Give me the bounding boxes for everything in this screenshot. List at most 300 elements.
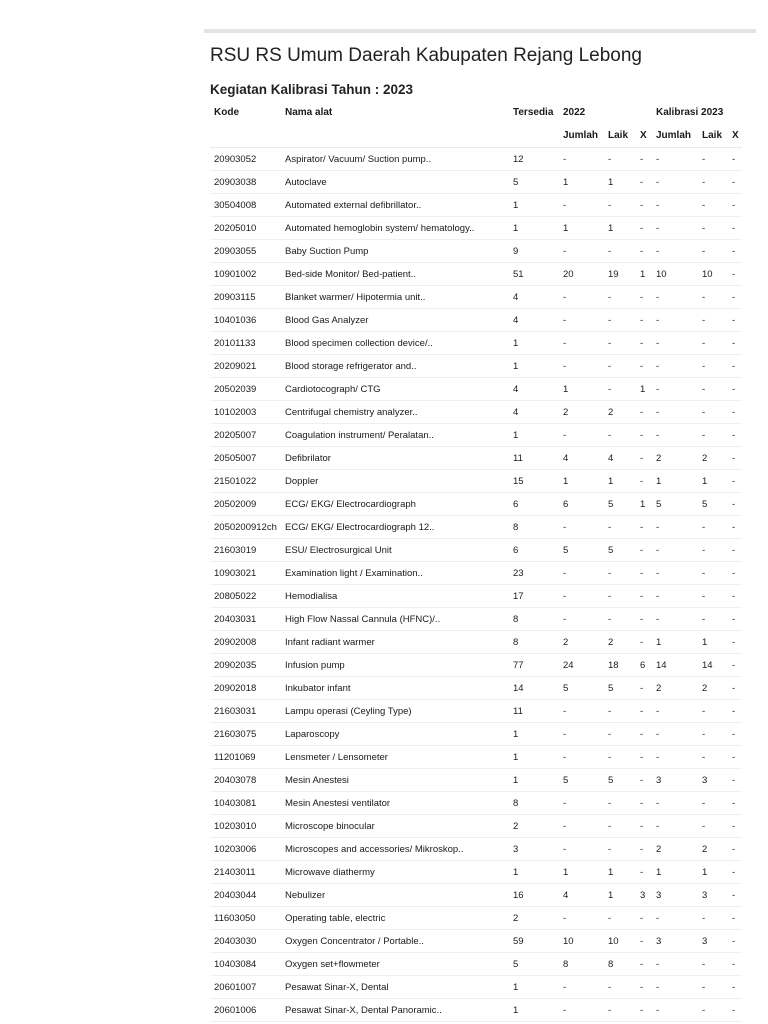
cell-nama-alat: ECG/ EKG/ Electrocardiograph 12.. — [281, 516, 509, 539]
cell-jumlah-2023: 3 — [652, 930, 698, 953]
cell-jumlah-2023: - — [652, 332, 698, 355]
cell-x-2022: - — [636, 861, 652, 884]
cell-jumlah-2023: 2 — [652, 447, 698, 470]
table-row[interactable] — [210, 263, 742, 286]
cell-laik-2022: 10 — [604, 930, 636, 953]
page-subtitle: Kegiatan Kalibrasi Tahun : 2023 — [210, 82, 414, 97]
cell-jumlah-2023: - — [652, 907, 698, 930]
cell-kode: 20205010 — [210, 217, 281, 240]
cell-kode: 21603019 — [210, 539, 281, 562]
cell-jumlah-2023: 14 — [652, 654, 698, 677]
cell-tersedia: 1 — [509, 999, 559, 1022]
cell-jumlah-2022: 5 — [559, 677, 604, 700]
cell-jumlah-2023: 5 — [652, 493, 698, 516]
table-row[interactable] — [210, 976, 742, 999]
cell-laik-2022: - — [604, 240, 636, 263]
table-row[interactable] — [210, 861, 742, 884]
cell-tersedia: 1 — [509, 746, 559, 769]
cell-jumlah-2022: - — [559, 309, 604, 332]
cell-tersedia: 8 — [509, 516, 559, 539]
cell-tersedia: 16 — [509, 884, 559, 907]
table-row[interactable] — [210, 723, 742, 746]
cell-jumlah-2023: - — [652, 194, 698, 217]
cell-x-2022: - — [636, 148, 652, 171]
cell-kode: 20403078 — [210, 769, 281, 792]
cell-x-2023: - — [728, 194, 742, 217]
cell-x-2022: 1 — [636, 378, 652, 401]
cell-laik-2022: - — [604, 838, 636, 861]
cell-jumlah-2022: - — [559, 585, 604, 608]
table-row[interactable] — [210, 355, 742, 378]
cell-tersedia: 4 — [509, 309, 559, 332]
cell-x-2022: - — [636, 953, 652, 976]
cell-kode: 21603031 — [210, 700, 281, 723]
cell-kode: 20505007 — [210, 447, 281, 470]
cell-laik-2023: - — [698, 378, 728, 401]
cell-tersedia: 3 — [509, 838, 559, 861]
cell-kode: 20502009 — [210, 493, 281, 516]
cell-x-2022: - — [636, 286, 652, 309]
cell-nama-alat: Defibrilator — [281, 447, 509, 470]
cell-kode: 10901002 — [210, 263, 281, 286]
cell-tersedia: 8 — [509, 792, 559, 815]
table-row[interactable] — [210, 769, 742, 792]
cell-tersedia: 15 — [509, 470, 559, 493]
cell-tersedia: 1 — [509, 217, 559, 240]
table-row[interactable] — [210, 608, 742, 631]
cell-jumlah-2023: - — [652, 608, 698, 631]
cell-laik-2022: - — [604, 148, 636, 171]
cell-kode: 20903055 — [210, 240, 281, 263]
cell-kode: 20902035 — [210, 654, 281, 677]
cell-x-2023: - — [728, 585, 742, 608]
cell-nama-alat: Aspirator/ Vacuum/ Suction pump.. — [281, 148, 509, 171]
cell-kode: 11201069 — [210, 746, 281, 769]
cell-tersedia: 11 — [509, 447, 559, 470]
cell-x-2023: - — [728, 539, 742, 562]
cell-jumlah-2023: - — [652, 171, 698, 194]
subheader-row — [210, 124, 742, 148]
cell-x-2022: 3 — [636, 884, 652, 907]
cell-nama-alat: Oxygen set+flowmeter — [281, 953, 509, 976]
table-row[interactable] — [210, 378, 742, 401]
table-row[interactable] — [210, 792, 742, 815]
cell-nama-alat: Hemodialisa — [281, 585, 509, 608]
cell-jumlah-2022: - — [559, 792, 604, 815]
table-row[interactable] — [210, 631, 742, 654]
cell-x-2023: - — [728, 355, 742, 378]
cell-jumlah-2022: 24 — [559, 654, 604, 677]
cell-x-2023: - — [728, 631, 742, 654]
cell-laik-2022: - — [604, 424, 636, 447]
cell-jumlah-2022: - — [559, 907, 604, 930]
cell-x-2022: - — [636, 539, 652, 562]
cell-kode: 20209021 — [210, 355, 281, 378]
cell-x-2023: - — [728, 493, 742, 516]
cell-laik-2022: - — [604, 976, 636, 999]
cell-jumlah-2023: - — [652, 562, 698, 585]
cell-jumlah-2022: 6 — [559, 493, 604, 516]
cell-kode: 20903038 — [210, 171, 281, 194]
cell-jumlah-2023: 1 — [652, 631, 698, 654]
cell-nama-alat: Mesin Anestesi — [281, 769, 509, 792]
cell-jumlah-2023: - — [652, 378, 698, 401]
col-kode[interactable]: Kode — [214, 107, 239, 118]
cell-jumlah-2022: 8 — [559, 953, 604, 976]
table-row[interactable] — [210, 654, 742, 677]
cell-kode: 10203006 — [210, 838, 281, 861]
cell-nama-alat: Lensmeter / Lensometer — [281, 746, 509, 769]
table-row[interactable] — [210, 516, 742, 539]
table-row[interactable] — [210, 470, 742, 493]
cell-x-2022: - — [636, 907, 652, 930]
cell-x-2022: - — [636, 769, 652, 792]
cell-tersedia: 6 — [509, 493, 559, 516]
cell-jumlah-2022: - — [559, 355, 604, 378]
cell-x-2023: - — [728, 907, 742, 930]
cell-jumlah-2022: 1 — [559, 217, 604, 240]
cell-x-2022: - — [636, 677, 652, 700]
cell-laik-2022: - — [604, 286, 636, 309]
col-nama-alat[interactable]: Nama alat — [285, 107, 333, 118]
cell-nama-alat: Microscope binocular — [281, 815, 509, 838]
cell-nama-alat: ESU/ Electrosurgical Unit — [281, 539, 509, 562]
cell-jumlah-2023: 1 — [652, 861, 698, 884]
cell-laik-2023: - — [698, 424, 728, 447]
cell-nama-alat: Blood specimen collection device/.. — [281, 332, 509, 355]
cell-x-2022: - — [636, 976, 652, 999]
table-row[interactable] — [210, 401, 742, 424]
cell-jumlah-2023: - — [652, 217, 698, 240]
cell-nama-alat: Infant radiant warmer — [281, 631, 509, 654]
cell-nama-alat: Mesin Anestesi ventilator — [281, 792, 509, 815]
cell-jumlah-2022: - — [559, 976, 604, 999]
cell-kode: 10102003 — [210, 401, 281, 424]
table-row[interactable] — [210, 746, 742, 769]
col-laik-2022[interactable]: Laik — [604, 124, 636, 148]
cell-jumlah-2022: - — [559, 240, 604, 263]
cell-laik-2022: 4 — [604, 447, 636, 470]
cell-tersedia: 1 — [509, 332, 559, 355]
cell-x-2022: - — [636, 240, 652, 263]
cell-kode: 20805022 — [210, 585, 281, 608]
cell-jumlah-2022: - — [559, 286, 604, 309]
cell-jumlah-2023: - — [652, 355, 698, 378]
cell-x-2023: - — [728, 976, 742, 999]
cell-laik-2023: 2 — [698, 838, 728, 861]
cell-laik-2023: - — [698, 240, 728, 263]
cell-nama-alat: Blanket warmer/ Hipotermia unit.. — [281, 286, 509, 309]
cell-kode: 10401036 — [210, 309, 281, 332]
cell-jumlah-2022: 4 — [559, 447, 604, 470]
cell-kode: 20205007 — [210, 424, 281, 447]
table-row[interactable] — [210, 148, 742, 171]
cell-x-2023: - — [728, 930, 742, 953]
cell-tersedia: 8 — [509, 631, 559, 654]
table-row[interactable] — [210, 424, 742, 447]
cell-tersedia: 4 — [509, 378, 559, 401]
cell-jumlah-2023: - — [652, 286, 698, 309]
cell-jumlah-2022: 1 — [559, 470, 604, 493]
cell-kode: 11603050 — [210, 907, 281, 930]
cell-laik-2023: - — [698, 907, 728, 930]
cell-jumlah-2022: 2 — [559, 401, 604, 424]
cell-jumlah-2023: - — [652, 585, 698, 608]
cell-tersedia: 59 — [509, 930, 559, 953]
table-row[interactable] — [210, 930, 742, 953]
cell-laik-2023: 10 — [698, 263, 728, 286]
cell-x-2023: - — [728, 516, 742, 539]
table-row[interactable] — [210, 217, 742, 240]
calibration-table — [210, 101, 742, 1022]
cell-jumlah-2023: - — [652, 792, 698, 815]
cell-laik-2023: 3 — [698, 769, 728, 792]
table-row[interactable] — [210, 562, 742, 585]
table-row[interactable] — [210, 447, 742, 470]
cell-laik-2022: 1 — [604, 861, 636, 884]
cell-laik-2022: 2 — [604, 401, 636, 424]
cell-laik-2023: - — [698, 171, 728, 194]
cell-jumlah-2022: 1 — [559, 378, 604, 401]
col-x-2023[interactable]: X — [728, 124, 742, 148]
cell-laik-2022: - — [604, 723, 636, 746]
table-row[interactable] — [210, 309, 742, 332]
table-body — [210, 148, 742, 1022]
cell-x-2023: - — [728, 263, 742, 286]
cell-laik-2022: 19 — [604, 263, 636, 286]
cell-laik-2023: - — [698, 608, 728, 631]
cell-kode: 30504008 — [210, 194, 281, 217]
cell-tersedia: 17 — [509, 585, 559, 608]
cell-x-2022: - — [636, 470, 652, 493]
cell-jumlah-2022: - — [559, 999, 604, 1022]
cell-x-2023: - — [728, 378, 742, 401]
cell-kode: 20403044 — [210, 884, 281, 907]
cell-x-2022: - — [636, 332, 652, 355]
cell-jumlah-2023: - — [652, 539, 698, 562]
cell-laik-2023: - — [698, 999, 728, 1022]
cell-nama-alat: Automated hemoglobin system/ hematology.. — [281, 217, 509, 240]
cell-nama-alat: Examination light / Examination.. — [281, 562, 509, 585]
cell-jumlah-2022: - — [559, 700, 604, 723]
cell-nama-alat: Nebulizer — [281, 884, 509, 907]
cell-laik-2023: 1 — [698, 861, 728, 884]
table-row[interactable] — [210, 953, 742, 976]
cell-x-2022: - — [636, 723, 652, 746]
cell-kode: 20601006 — [210, 999, 281, 1022]
cell-jumlah-2022: 20 — [559, 263, 604, 286]
cell-jumlah-2023: - — [652, 723, 698, 746]
col-jumlah-2022[interactable]: Jumlah — [559, 124, 604, 148]
top-divider — [204, 29, 756, 33]
cell-nama-alat: Oxygen Concentrator / Portable.. — [281, 930, 509, 953]
col-x-2022[interactable]: X — [636, 124, 652, 148]
cell-kode: 10403081 — [210, 792, 281, 815]
cell-x-2022: - — [636, 746, 652, 769]
table-row[interactable] — [210, 539, 742, 562]
cell-nama-alat: Automated external defibrillator.. — [281, 194, 509, 217]
cell-jumlah-2023: - — [652, 999, 698, 1022]
cell-tersedia: 1 — [509, 194, 559, 217]
cell-laik-2022: 5 — [604, 769, 636, 792]
cell-laik-2022: 18 — [604, 654, 636, 677]
cell-x-2023: - — [728, 861, 742, 884]
cell-x-2023: - — [728, 769, 742, 792]
cell-nama-alat: Lampu operasi (Ceyling Type) — [281, 700, 509, 723]
cell-laik-2022: - — [604, 907, 636, 930]
cell-laik-2023: - — [698, 700, 728, 723]
cell-laik-2023: - — [698, 401, 728, 424]
table-row[interactable] — [210, 815, 742, 838]
table-row[interactable] — [210, 194, 742, 217]
cell-nama-alat: Blood storage refrigerator and.. — [281, 355, 509, 378]
table-row[interactable] — [210, 700, 742, 723]
cell-x-2022: - — [636, 999, 652, 1022]
cell-jumlah-2022: 1 — [559, 171, 604, 194]
cell-laik-2022: - — [604, 608, 636, 631]
cell-kode: 10403084 — [210, 953, 281, 976]
cell-laik-2023: - — [698, 723, 728, 746]
cell-laik-2023: - — [698, 148, 728, 171]
cell-nama-alat: Microwave diathermy — [281, 861, 509, 884]
cell-laik-2023: - — [698, 194, 728, 217]
cell-x-2023: - — [728, 217, 742, 240]
cell-laik-2023: 2 — [698, 677, 728, 700]
cell-x-2022: - — [636, 309, 652, 332]
cell-x-2022: - — [636, 930, 652, 953]
cell-x-2023: - — [728, 999, 742, 1022]
table-row[interactable] — [210, 240, 742, 263]
table-row[interactable] — [210, 838, 742, 861]
cell-laik-2023: - — [698, 953, 728, 976]
cell-jumlah-2022: 5 — [559, 769, 604, 792]
cell-kode: 21403011 — [210, 861, 281, 884]
cell-laik-2022: - — [604, 355, 636, 378]
cell-jumlah-2022: - — [559, 746, 604, 769]
cell-tersedia: 5 — [509, 171, 559, 194]
table-row[interactable] — [210, 493, 742, 516]
cell-x-2023: - — [728, 815, 742, 838]
cell-laik-2022: 1 — [604, 217, 636, 240]
cell-tersedia: 4 — [509, 286, 559, 309]
cell-laik-2023: - — [698, 332, 728, 355]
table-row[interactable] — [210, 677, 742, 700]
cell-kode: 20903052 — [210, 148, 281, 171]
cell-laik-2022: - — [604, 378, 636, 401]
cell-x-2023: - — [728, 838, 742, 861]
cell-nama-alat: Operating table, electric — [281, 907, 509, 930]
cell-kode: 10903021 — [210, 562, 281, 585]
cell-laik-2023: - — [698, 976, 728, 999]
col-tersedia[interactable]: Tersedia — [513, 107, 554, 118]
cell-laik-2022: 2 — [604, 631, 636, 654]
cell-x-2022: 1 — [636, 493, 652, 516]
cell-x-2022: - — [636, 838, 652, 861]
cell-laik-2022: - — [604, 999, 636, 1022]
cell-tersedia: 9 — [509, 240, 559, 263]
cell-jumlah-2022: - — [559, 332, 604, 355]
table-row[interactable] — [210, 884, 742, 907]
cell-laik-2023: - — [698, 355, 728, 378]
cell-jumlah-2022: - — [559, 516, 604, 539]
cell-x-2022: - — [636, 355, 652, 378]
cell-tersedia: 4 — [509, 401, 559, 424]
cell-tersedia: 77 — [509, 654, 559, 677]
cell-x-2023: - — [728, 148, 742, 171]
cell-x-2023: - — [728, 286, 742, 309]
table-row[interactable] — [210, 907, 742, 930]
cell-nama-alat: Pesawat Sinar-X, Dental Panoramic.. — [281, 999, 509, 1022]
cell-jumlah-2022: 4 — [559, 884, 604, 907]
cell-tersedia: 14 — [509, 677, 559, 700]
cell-jumlah-2023: 3 — [652, 769, 698, 792]
cell-tersedia: 5 — [509, 953, 559, 976]
cell-x-2023: - — [728, 447, 742, 470]
cell-jumlah-2022: - — [559, 608, 604, 631]
cell-x-2022: - — [636, 631, 652, 654]
cell-laik-2023: 5 — [698, 493, 728, 516]
cell-x-2022: 6 — [636, 654, 652, 677]
cell-laik-2023: 1 — [698, 470, 728, 493]
cell-x-2023: - — [728, 240, 742, 263]
cell-tersedia: 1 — [509, 976, 559, 999]
table-row[interactable] — [210, 999, 742, 1022]
cell-laik-2023: - — [698, 792, 728, 815]
cell-nama-alat: Bed-side Monitor/ Bed-patient.. — [281, 263, 509, 286]
table-row[interactable] — [210, 286, 742, 309]
cell-nama-alat: ECG/ EKG/ Electrocardiograph — [281, 493, 509, 516]
cell-kode: 20502039 — [210, 378, 281, 401]
cell-kode: 21501022 — [210, 470, 281, 493]
cell-laik-2023: - — [698, 286, 728, 309]
cell-nama-alat: Cardiotocograph/ CTG — [281, 378, 509, 401]
col-laik-2023[interactable]: Laik — [698, 124, 728, 148]
cell-jumlah-2023: - — [652, 148, 698, 171]
cell-x-2022: - — [636, 815, 652, 838]
cell-x-2022: - — [636, 562, 652, 585]
cell-laik-2022: 8 — [604, 953, 636, 976]
cell-jumlah-2023: - — [652, 309, 698, 332]
table-row[interactable] — [210, 171, 742, 194]
cell-tersedia: 1 — [509, 861, 559, 884]
cell-laik-2022: - — [604, 194, 636, 217]
cell-tersedia: 23 — [509, 562, 559, 585]
table-row[interactable] — [210, 585, 742, 608]
cell-x-2022: - — [636, 700, 652, 723]
page-title: RSU RS Umum Daerah Kabupaten Rejang Lebong — [210, 45, 642, 66]
cell-x-2022: - — [636, 447, 652, 470]
cell-laik-2022: 1 — [604, 470, 636, 493]
cell-kode: 21603075 — [210, 723, 281, 746]
cell-jumlah-2022: - — [559, 562, 604, 585]
cell-jumlah-2022: 2 — [559, 631, 604, 654]
cell-jumlah-2023: 10 — [652, 263, 698, 286]
cell-kode: 20902008 — [210, 631, 281, 654]
cell-laik-2022: - — [604, 585, 636, 608]
cell-x-2022: - — [636, 401, 652, 424]
cell-x-2023: - — [728, 792, 742, 815]
cell-laik-2022: - — [604, 309, 636, 332]
cell-laik-2022: - — [604, 746, 636, 769]
cell-nama-alat: Blood Gas Analyzer — [281, 309, 509, 332]
cell-jumlah-2022: - — [559, 148, 604, 171]
cell-x-2022: - — [636, 424, 652, 447]
table-row[interactable] — [210, 332, 742, 355]
cell-tersedia: 1 — [509, 355, 559, 378]
col-jumlah-2023[interactable]: Jumlah — [652, 124, 698, 148]
cell-kode: 20601007 — [210, 976, 281, 999]
cell-x-2022: - — [636, 171, 652, 194]
